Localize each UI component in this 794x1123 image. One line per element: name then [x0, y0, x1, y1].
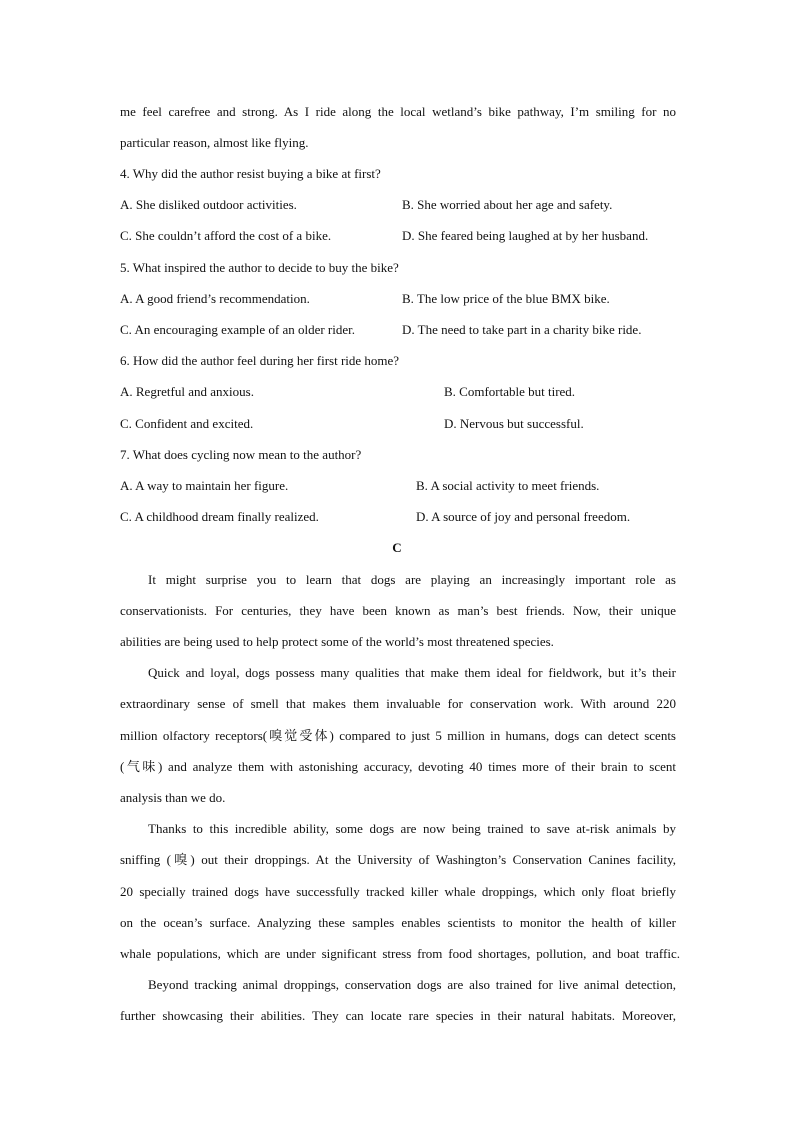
question-stem: 7. What does cycling now mean to the author?	[120, 447, 362, 462]
option-b: B. A social activity to meet friends.	[416, 478, 600, 493]
passage-line: further showcasing their abilities. They can locate rare species in their natural habitats. Moreover,	[120, 1008, 676, 1023]
option-a: A. She disliked outdoor activities.	[120, 197, 297, 212]
option-d: D. Nervous but successful.	[444, 416, 584, 431]
passage-line: million olfactory receptors(嗅觉受体) compared to just 5 million in humans, dogs can detect scents	[120, 728, 676, 743]
option-c: C. A childhood dream finally realized.	[120, 509, 319, 524]
option-b: B. She worried about her age and safety.	[402, 197, 613, 212]
passage-line: on the ocean’s surface. Analyzing these samples enables scientists to monitor the health of killer	[120, 915, 676, 930]
passage-line: 20 specially trained dogs have successfully tracked killer whale droppings, which only float briefly	[120, 884, 676, 899]
passage-line: Quick and loyal, dogs possess many qualities that make them ideal for fieldwork, but it’s their	[148, 665, 676, 680]
passage-line: Thanks to this incredible ability, some dogs are now being trained to save at-risk animals by	[148, 821, 676, 836]
passage-line: particular reason, almost like flying.	[120, 135, 309, 150]
option-b: B. Comfortable but tired.	[444, 384, 576, 399]
option-c: C. Confident and excited.	[120, 416, 254, 431]
option-c: C. She couldn’t afford the cost of a bike.	[120, 228, 332, 243]
passage-line: Beyond tracking animal droppings, conservation dogs are also trained for live animal detection,	[148, 977, 676, 992]
option-d: D. She feared being laughed at by her husband.	[402, 228, 649, 243]
question-stem: 5. What inspired the author to decide to buy the bike?	[120, 260, 399, 275]
passage-line: extraordinary sense of smell that makes them invaluable for conservation work. With around 220	[120, 696, 676, 711]
option-b: B. The low price of the blue BMX bike.	[402, 291, 610, 306]
passage-line: It might surprise you to learn that dogs are playing an increasingly important role as	[148, 572, 676, 587]
question-stem: 6. How did the author feel during her first ride home?	[120, 353, 400, 368]
option-c: C. An encouraging example of an older rider.	[120, 322, 356, 337]
passage-line: (气味) and analyze them with astonishing accuracy, devoting 40 times more of their brain to scent	[120, 759, 676, 774]
passage-line: me feel carefree and strong. As I ride along the local wetland’s bike pathway, I’m smiling for no	[120, 104, 676, 119]
option-d: D. A source of joy and personal freedom.	[416, 509, 631, 524]
option-d: D. The need to take part in a charity bike ride.	[402, 322, 642, 337]
passage-line: analysis than we do.	[120, 790, 226, 805]
section-heading: C	[392, 540, 402, 555]
passage-line: sniffing (嗅) out their droppings. At the University of Washington’s Conservation Canines facility,	[120, 852, 676, 867]
option-a: A. A way to maintain her figure.	[120, 478, 289, 493]
passage-line: whale populations, which are under significant stress from food shortages, pollution, and boat traffic.	[120, 946, 680, 961]
passage-line: abilities are being used to help protect some of the world’s most threatened species.	[120, 634, 554, 649]
option-a: A. Regretful and anxious.	[120, 384, 254, 399]
question-stem: 4. Why did the author resist buying a bike at first?	[120, 166, 381, 181]
passage-line: conservationists. For centuries, they have been known as man’s best friends. Now, their unique	[120, 603, 676, 618]
option-a: A. A good friend’s recommendation.	[120, 291, 310, 306]
